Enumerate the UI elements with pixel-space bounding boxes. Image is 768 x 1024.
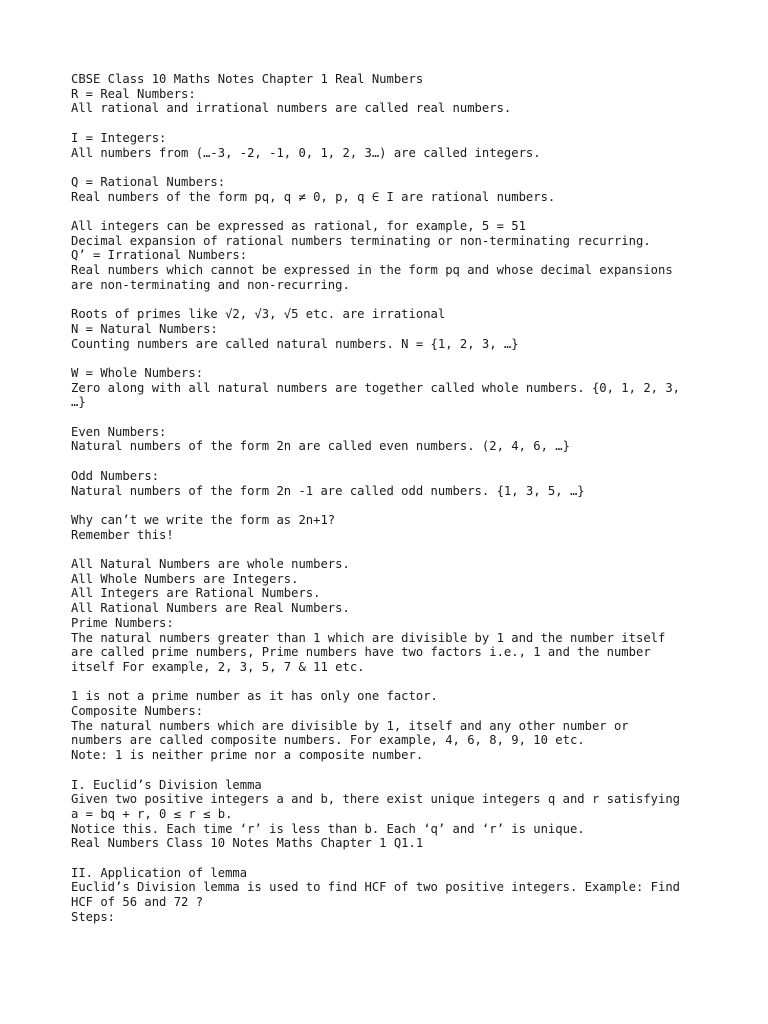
- paragraph: [71, 689, 711, 763]
- paragraph: [71, 778, 711, 852]
- text-line: N = Natural Numbers:: [71, 321, 218, 336]
- text-line: Odd Numbers:: [71, 468, 160, 483]
- text-line: All numbers from (…-3, -2, -1, 0, 1, 2, 3…) are called integers.: [71, 145, 541, 160]
- text-line: Composite Numbers:: [71, 704, 204, 719]
- text-line: II. Application of lemma: [71, 865, 248, 880]
- paragraph: [71, 175, 711, 204]
- text-line: Real numbers of the form pq, q ≠ 0, p, q ∈ I are rational numbers.: [71, 189, 556, 204]
- text-line: All Integers are Rational Numbers.: [71, 586, 321, 601]
- document-page: [71, 72, 711, 939]
- text-line: Q’ = Irrational Numbers:: [71, 248, 248, 263]
- paragraph: [71, 425, 711, 454]
- text-line: CBSE Class 10 Maths Notes Chapter 1 Real Numbers: [71, 72, 424, 86]
- paragraph: [71, 307, 711, 351]
- text-line: a = bq + r, 0 ≤ r ≤ b.: [71, 806, 233, 821]
- text-line: are called prime numbers, Prime numbers have two factors i.e., 1 and the number: [71, 645, 651, 660]
- text-line: The natural numbers which are divisible by 1, itself and any other number or: [71, 718, 629, 733]
- paragraph: [71, 513, 711, 542]
- text-line: All Whole Numbers are Integers.: [71, 571, 299, 586]
- text-line: numbers are called composite numbers. For example, 4, 6, 8, 9, 10 etc.: [71, 733, 585, 748]
- text-line: R = Real Numbers:: [71, 86, 196, 101]
- paragraph: [71, 72, 711, 116]
- text-line: All Natural Numbers are whole numbers.: [71, 557, 350, 572]
- text-line: are non-terminating and non-recurring.: [71, 277, 350, 292]
- text-line: Why can’t we write the form as 2n+1?: [71, 512, 336, 527]
- paragraph: [71, 131, 711, 160]
- text-line: HCF of 56 and 72 ?: [71, 895, 204, 910]
- text-line: I = Integers:: [71, 130, 167, 145]
- text-line: Q = Rational Numbers:: [71, 174, 226, 189]
- text-line: itself For example, 2, 3, 5, 7 & 11 etc.: [71, 659, 365, 674]
- text-line: Natural numbers of the form 2n are called even numbers. (2, 4, 6, …}: [71, 439, 570, 454]
- paragraph: [71, 469, 711, 498]
- text-line: W = Whole Numbers:: [71, 365, 204, 380]
- paragraph: [71, 219, 711, 293]
- text-line: Natural numbers of the form 2n -1 are called odd numbers. {1, 3, 5, …}: [71, 483, 585, 498]
- text-line: Real Numbers Class 10 Notes Maths Chapter 1 Q1.1: [71, 836, 424, 851]
- text-line: All Rational Numbers are Real Numbers.: [71, 601, 350, 616]
- text-line: All rational and irrational numbers are called real numbers.: [71, 101, 512, 116]
- text-line: Counting numbers are called natural numbers. N = {1, 2, 3, …}: [71, 336, 519, 351]
- text-line: …}: [71, 395, 86, 410]
- text-line: 1 is not a prime number as it has only one factor.: [71, 689, 438, 704]
- text-line: I. Euclid’s Division lemma: [71, 777, 262, 792]
- text-line: Given two positive integers a and b, there exist unique integers q and r satisfying: [71, 792, 681, 807]
- text-line: Notice this. Each time ‘r’ is less than b. Each ‘q’ and ‘r’ is unique.: [71, 821, 585, 836]
- paragraph: [71, 866, 711, 925]
- text-line: Roots of primes like √2, √3, √5 etc. are irrational: [71, 307, 446, 322]
- text-line: Steps:: [71, 909, 116, 924]
- text-line: Real numbers which cannot be expressed in the form pq and whose decimal expansions: [71, 263, 673, 278]
- text-line: Even Numbers:: [71, 424, 167, 439]
- text-line: Zero along with all natural numbers are together called whole numbers. {0, 1, 2, 3,: [71, 380, 681, 395]
- paragraph: [71, 557, 711, 675]
- text-line: The natural numbers greater than 1 which are divisible by 1 and the number itself: [71, 630, 666, 645]
- text-line: All integers can be expressed as rational, for example, 5 = 51: [71, 218, 526, 233]
- text-line: Decimal expansion of rational numbers terminating or non-terminating recurring.: [71, 233, 651, 248]
- text-line: Note: 1 is neither prime nor a composite number.: [71, 748, 424, 763]
- paragraph: [71, 366, 711, 410]
- text-line: Remember this!: [71, 527, 174, 542]
- text-line: Prime Numbers:: [71, 615, 174, 630]
- text-line: Euclid’s Division lemma is used to find HCF of two positive integers. Example: Find: [71, 880, 681, 895]
